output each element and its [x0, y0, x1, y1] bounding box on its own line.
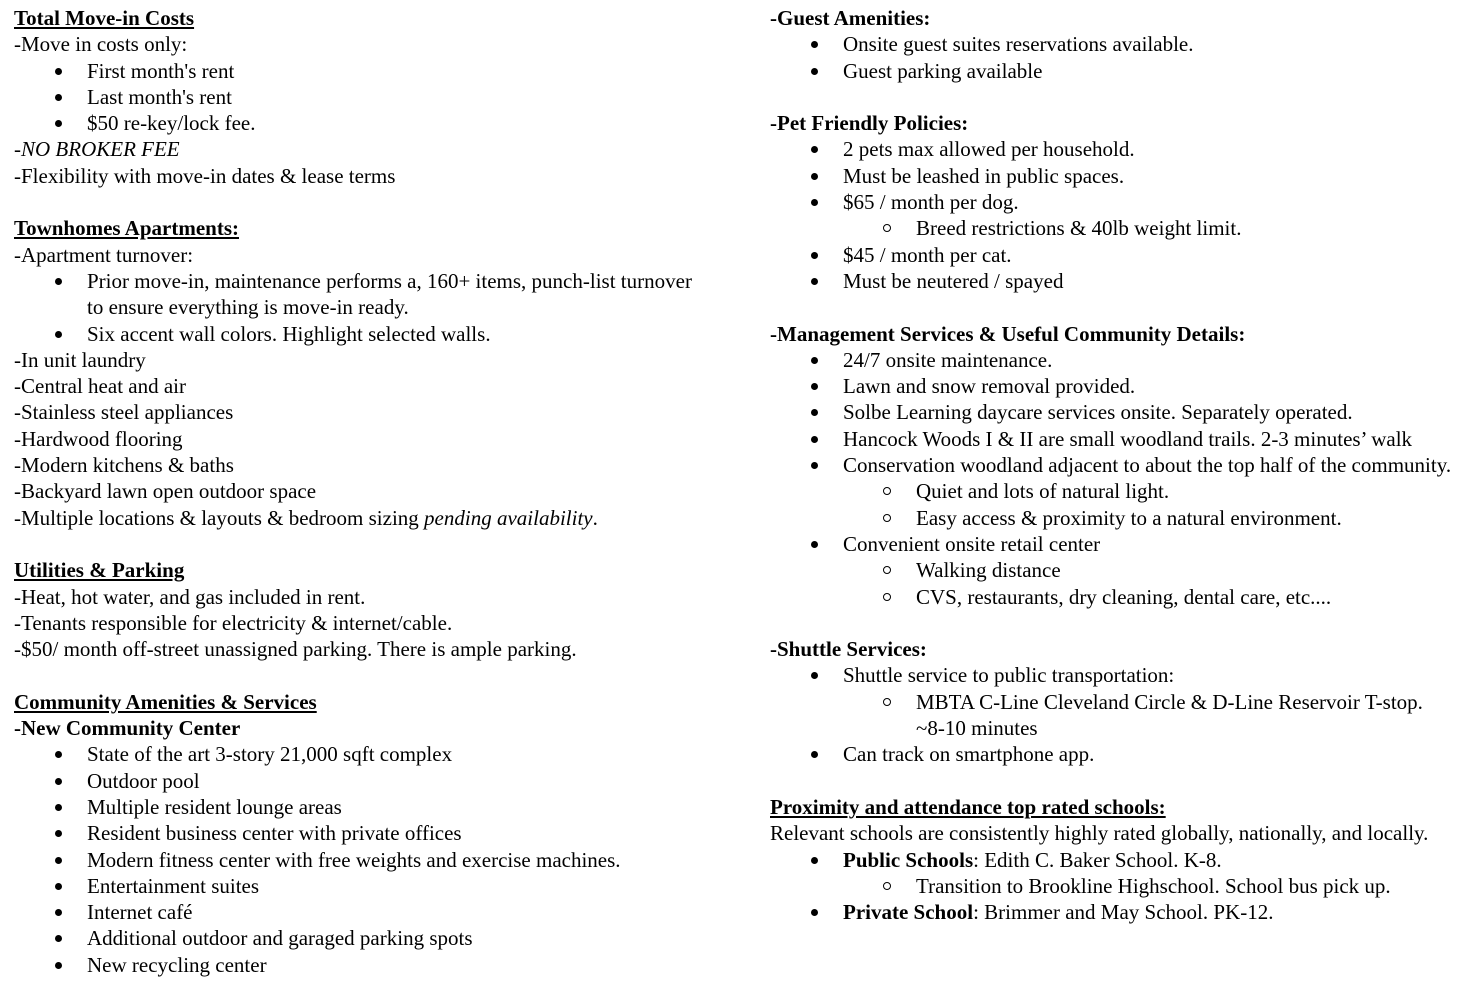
list-item [770, 899, 1454, 925]
sub-list-item: CVS, restaurants, dry cleaning, dental care, etc.... [770, 584, 1454, 610]
section-heading: Total Move-in Costs [14, 6, 195, 30]
sub-list-item: Walking distance [770, 557, 1454, 583]
list-item: Conservation woodland adjacent to about the top half of the community. [770, 452, 1454, 478]
list-item: $50 re-key/lock fee. [14, 110, 706, 136]
paragraph: -Flexibility with move-in dates & lease terms [14, 163, 396, 188]
sub-list-item: Transition to Brookline Highschool. School bus pick up. [770, 873, 1454, 899]
section-subheading: -Pet Friendly Policies: [770, 111, 969, 136]
sub-list-item: Breed restrictions & 40lb weight limit. [770, 215, 1454, 241]
list-item-segment: : Edith C. Baker School. K-8. [973, 847, 1222, 872]
paragraph: -Hardwood flooring [14, 426, 183, 451]
list-item: Outdoor pool [14, 768, 706, 794]
list-item-segment: : Brimmer and May School. PK-12. [973, 900, 1274, 925]
list-item: Can track on smartphone app. [770, 741, 1454, 767]
paragraph: -Move in costs only: [14, 32, 188, 57]
list-item-bold-segment: Public Schools [843, 847, 974, 872]
list-item: First month's rent [14, 58, 706, 84]
paragraph: -$50/ month off-street unassigned parking. There is ample parking. [14, 637, 577, 662]
paragraph: -In unit laundry [14, 347, 146, 372]
list-item-bold-segment: Private School [843, 900, 974, 925]
list-item: Last month's rent [14, 84, 706, 110]
section-management-services [770, 321, 1454, 610]
list-item: Guest parking available [770, 58, 1454, 84]
section-shuttle-services [770, 636, 1454, 767]
list-item: Must be neutered / spayed [770, 268, 1454, 294]
right-column [770, 5, 1454, 925]
list-item: Resident business center with private offices [14, 820, 706, 846]
paragraph: -Apartment turnover: [14, 242, 194, 267]
section-guest-amenities [770, 5, 1454, 84]
section-pet-friendly-policies [770, 110, 1454, 294]
list-item: Convenient onsite retail center [770, 531, 1454, 557]
list-item: Must be leashed in public spaces. [770, 163, 1454, 189]
list-item: $45 / month per cat. [770, 242, 1454, 268]
section-heading: Community Amenities & Services [14, 689, 317, 714]
paragraph: -Modern kitchens & baths [14, 453, 234, 478]
section-total-move-in-costs [14, 5, 706, 189]
paragraph: -Backyard lawn open outdoor space [14, 479, 317, 504]
section-subheading: -New Community Center [14, 716, 241, 741]
paragraph-segment-italic: pending availability [424, 505, 593, 530]
sub-list-item: Easy access & proximity to a natural environment. [770, 505, 1454, 531]
section-heading: Townhomes Apartments: [14, 216, 239, 241]
list-item: $65 / month per dog. [770, 189, 1454, 215]
paragraph-segment: . [592, 505, 598, 530]
list-item: Entertainment suites [14, 873, 706, 899]
sub-list-item: MBTA C-Line Cleveland Circle & D-Line Reservoir T-stop. ~8-10 minutes [770, 689, 1454, 742]
list-item: Six accent wall colors. Highlight selected walls. [14, 321, 706, 347]
section-utilities-parking [14, 557, 706, 662]
list-item: Shuttle service to public transportation: [770, 662, 1454, 688]
list-item: Internet café [14, 899, 706, 925]
list-item: New recycling center [14, 952, 706, 978]
section-heading: Proximity and attendance top rated schools: [770, 794, 1166, 819]
list-item: Hancock Woods I & II are small woodland trails. 2-3 minutes’ walk [770, 426, 1454, 452]
section-heading: Utilities & Parking [14, 558, 185, 583]
list-item: State of the art 3-story 21,000 sqft complex [14, 741, 706, 767]
paragraph: Relevant schools are consistently highly rated globally, nationally, and locally. [770, 821, 1429, 846]
section-subheading: -Guest Amenities: [770, 6, 931, 30]
paragraph-italic: -NO BROKER FEE [14, 137, 180, 162]
paragraph: -Heat, hot water, and gas included in rent. [14, 584, 366, 609]
left-column [14, 5, 706, 978]
section-schools [770, 794, 1454, 925]
sub-list-item: Quiet and lots of natural light. [770, 478, 1454, 504]
list-item: Modern fitness center with free weights and exercise machines. [14, 847, 706, 873]
list-item: 24/7 onsite maintenance. [770, 347, 1454, 373]
list-item: 2 pets max allowed per household. [770, 136, 1454, 162]
section-subheading: -Shuttle Services: [770, 637, 927, 662]
section-community-amenities [14, 689, 706, 978]
list-item: Lawn and snow removal provided. [770, 373, 1454, 399]
paragraph [14, 505, 706, 531]
list-item: Onsite guest suites reservations available. [770, 31, 1454, 57]
section-subheading: -Management Services & Useful Community Details: [770, 321, 1246, 346]
paragraph: -Tenants responsible for electricity & internet/cable. [14, 610, 453, 635]
list-item: Prior move-in, maintenance performs a, 160+ items, punch-list turnover to ensure everything is move-in ready. [14, 268, 706, 321]
paragraph-segment: -Multiple locations & layouts & bedroom sizing [14, 505, 425, 530]
section-townhomes-apartments [14, 215, 706, 531]
list-item [770, 847, 1454, 873]
list-item: Solbe Learning daycare services onsite. Separately operated. [770, 399, 1454, 425]
paragraph: -Stainless steel appliances [14, 400, 234, 425]
list-item: Multiple resident lounge areas [14, 794, 706, 820]
paragraph: -Central heat and air [14, 374, 186, 399]
list-item: Additional outdoor and garaged parking spots [14, 925, 706, 951]
